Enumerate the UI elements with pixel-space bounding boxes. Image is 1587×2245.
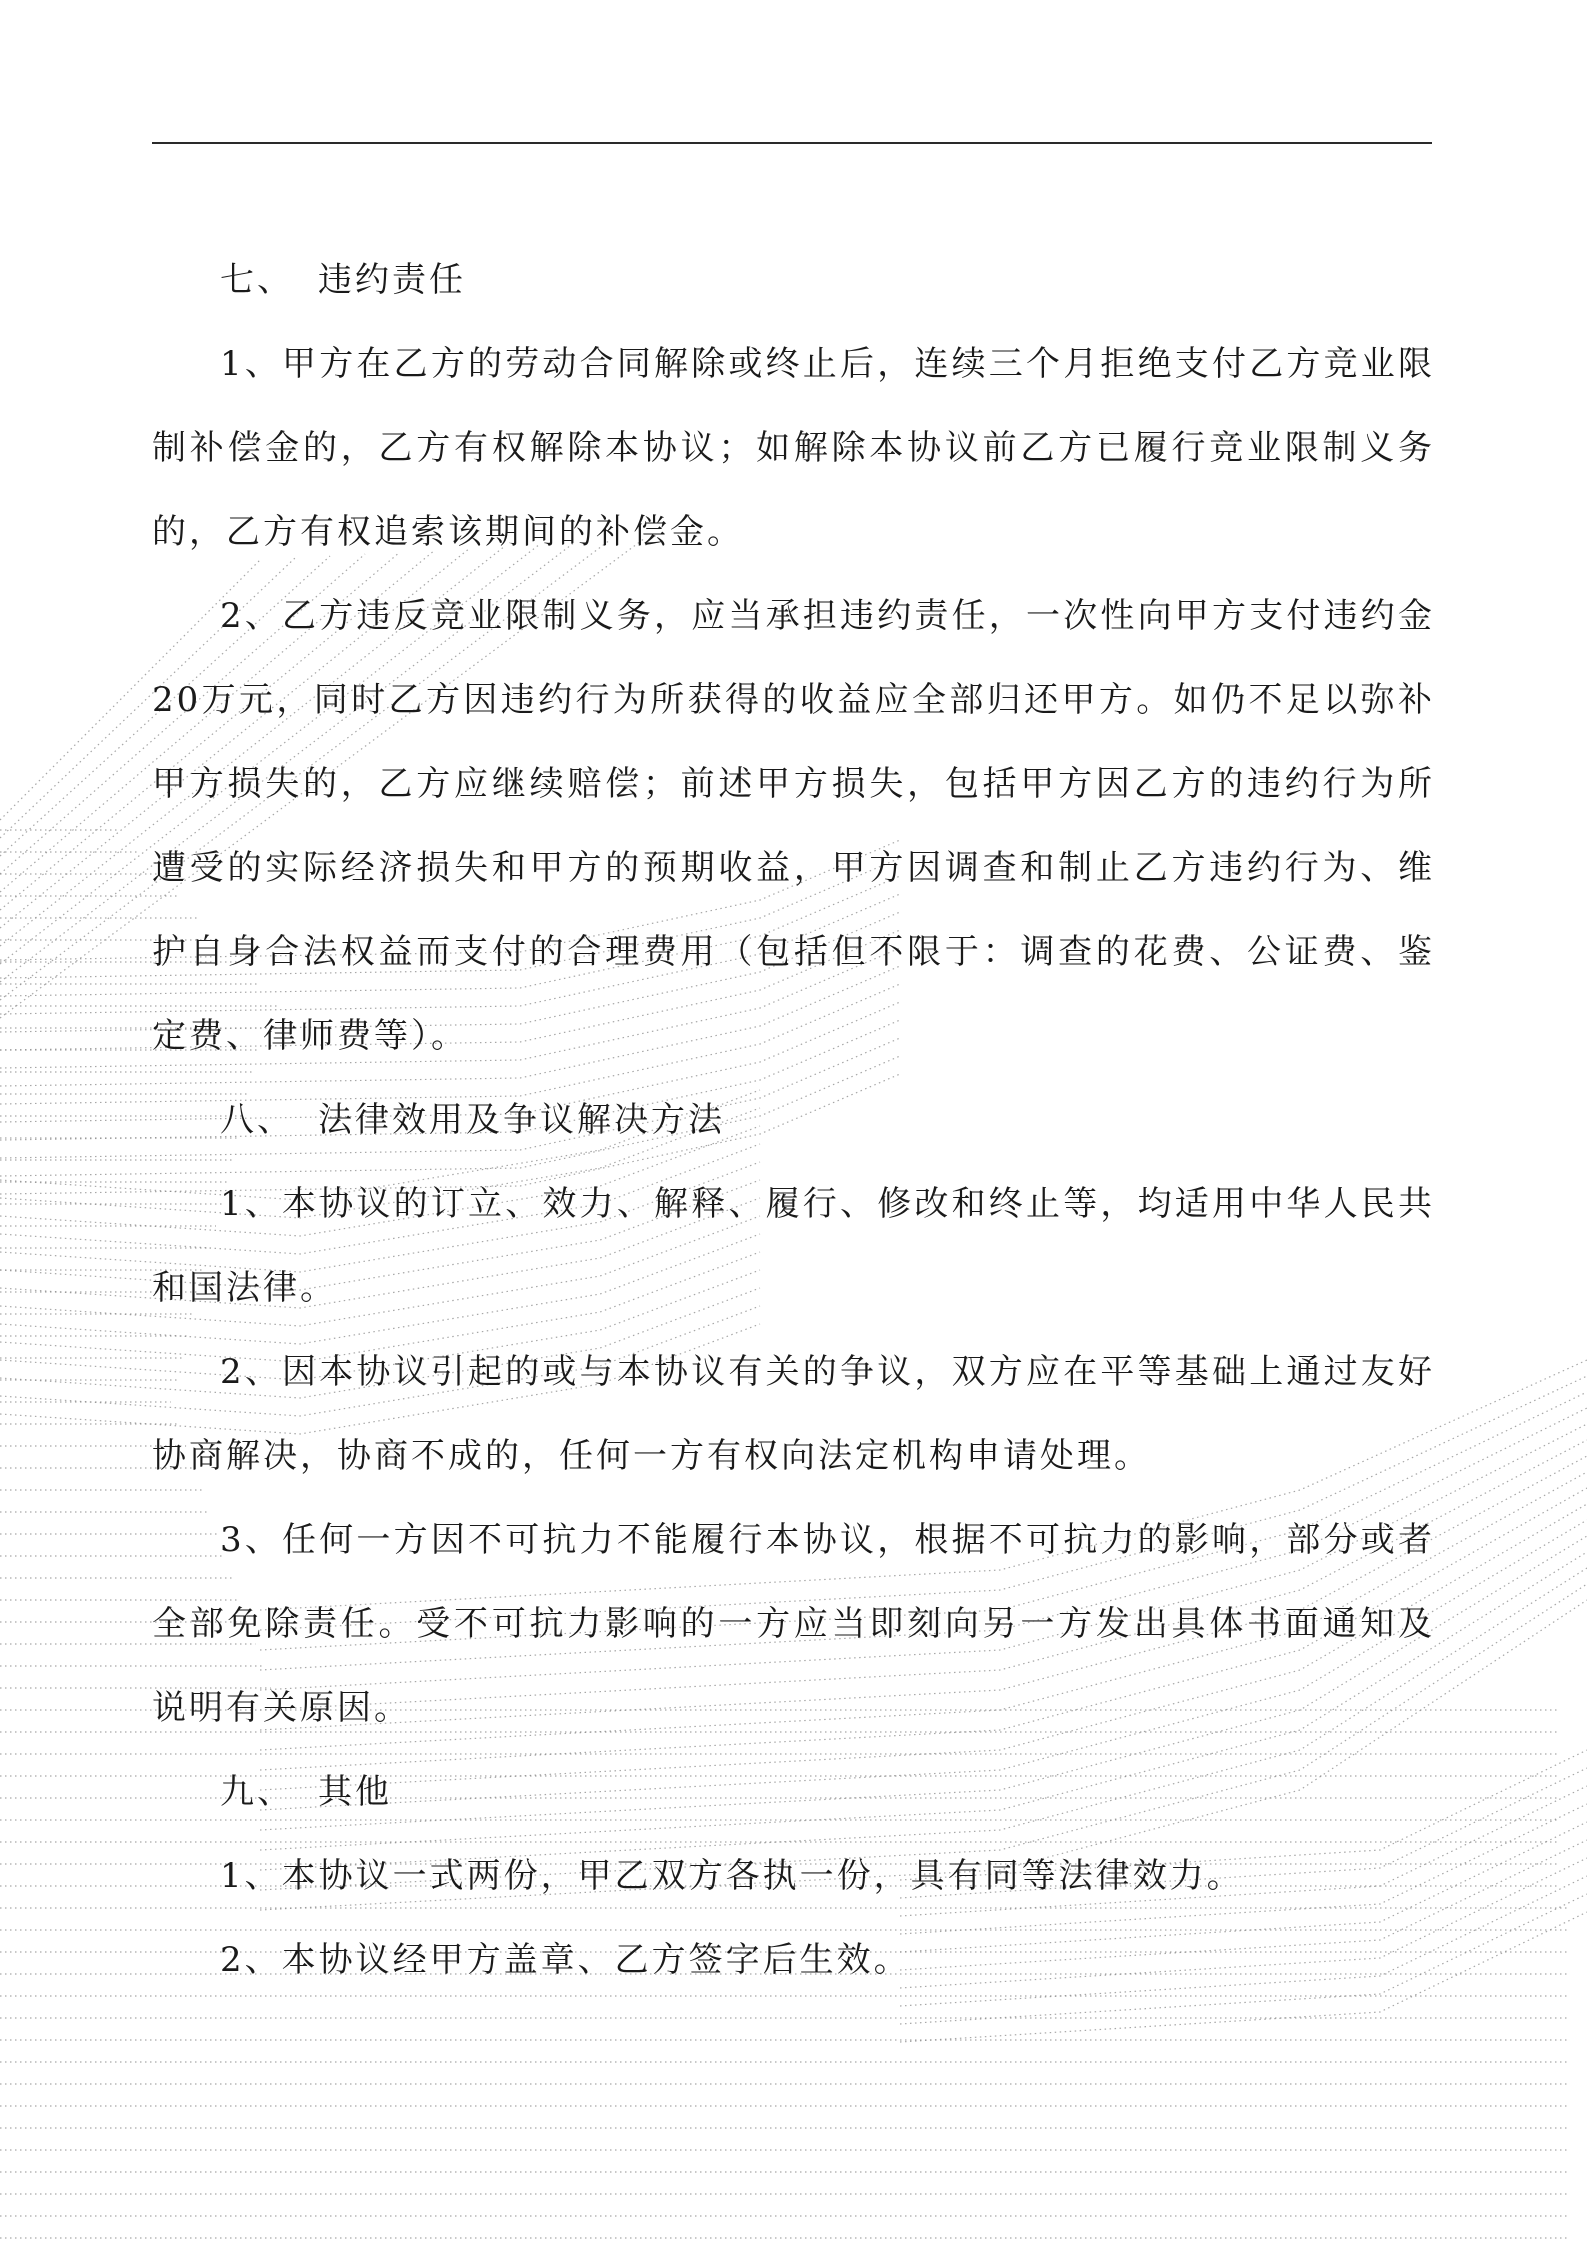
clause-paragraph: 2、因本协议引起的或与本协议有关的争议，双方应在平等基础上通过友好协商解决，协商不成的，任何一方有权向法定机构申请处理。: [152, 1352, 1435, 1476]
clause-paragraph: 2、本协议经甲方盖章、乙方签字后生效。: [220, 1940, 911, 1980]
clause-paragraph: 2、乙方违反竞业限制义务，应当承担违约责任，一次性向甲方支付违约金20万元，同时乙方因违约行为所获得的收益应全部归还甲方。如仍不足以弥补甲方损失的，乙方应继续赔偿；前述甲方损失，包括甲方因乙方的违约行为所遭受的实际经济损失和甲方的预期收益，甲方因调查和制止乙方违约行为、维护自身合法权益而支付的合理费用（包括但不限于：调查的花费、公证费、鉴定费、律师费等）。: [152, 596, 1435, 1056]
clause-paragraph: 3、任何一方因不可抗力不能履行本协议，根据不可抗力的影响，部分或者全部免除责任。受不可抗力影响的一方应当即刻向另一方发出具体书面通知及说明有关原因。: [152, 1520, 1435, 1728]
section-title: 法律效用及争议解决方法: [318, 1100, 725, 1140]
section-heading: [152, 238, 1435, 322]
clause-paragraph: 1、本协议一式两份，甲乙双方各执一份，具有同等法律效力。: [220, 1856, 1244, 1896]
section-title: 其他: [318, 1772, 392, 1812]
header-rule: [152, 142, 1432, 144]
section-number: 七、: [220, 260, 294, 300]
section-heading: [152, 1078, 1435, 1162]
section-heading: [152, 1750, 1435, 1834]
document-body: [152, 238, 1435, 2002]
section-number: 九、: [220, 1772, 294, 1812]
section-number: 八、: [220, 1100, 294, 1140]
section-governing-law: [152, 1078, 1435, 1750]
clause-paragraph: 1、甲方在乙方的劳动合同解除或终止后，连续三个月拒绝支付乙方竞业限制补偿金的，乙方有权解除本协议；如解除本协议前乙方已履行竞业限制义务的，乙方有权追索该期间的补偿金。: [152, 344, 1435, 552]
clause-paragraph: 1、本协议的订立、效力、解释、履行、修改和终止等，均适用中华人民共和国法律。: [152, 1184, 1435, 1308]
section-breach-liability: [152, 238, 1435, 1078]
section-title: 违约责任: [318, 260, 466, 300]
section-miscellaneous: [152, 1750, 1435, 2002]
